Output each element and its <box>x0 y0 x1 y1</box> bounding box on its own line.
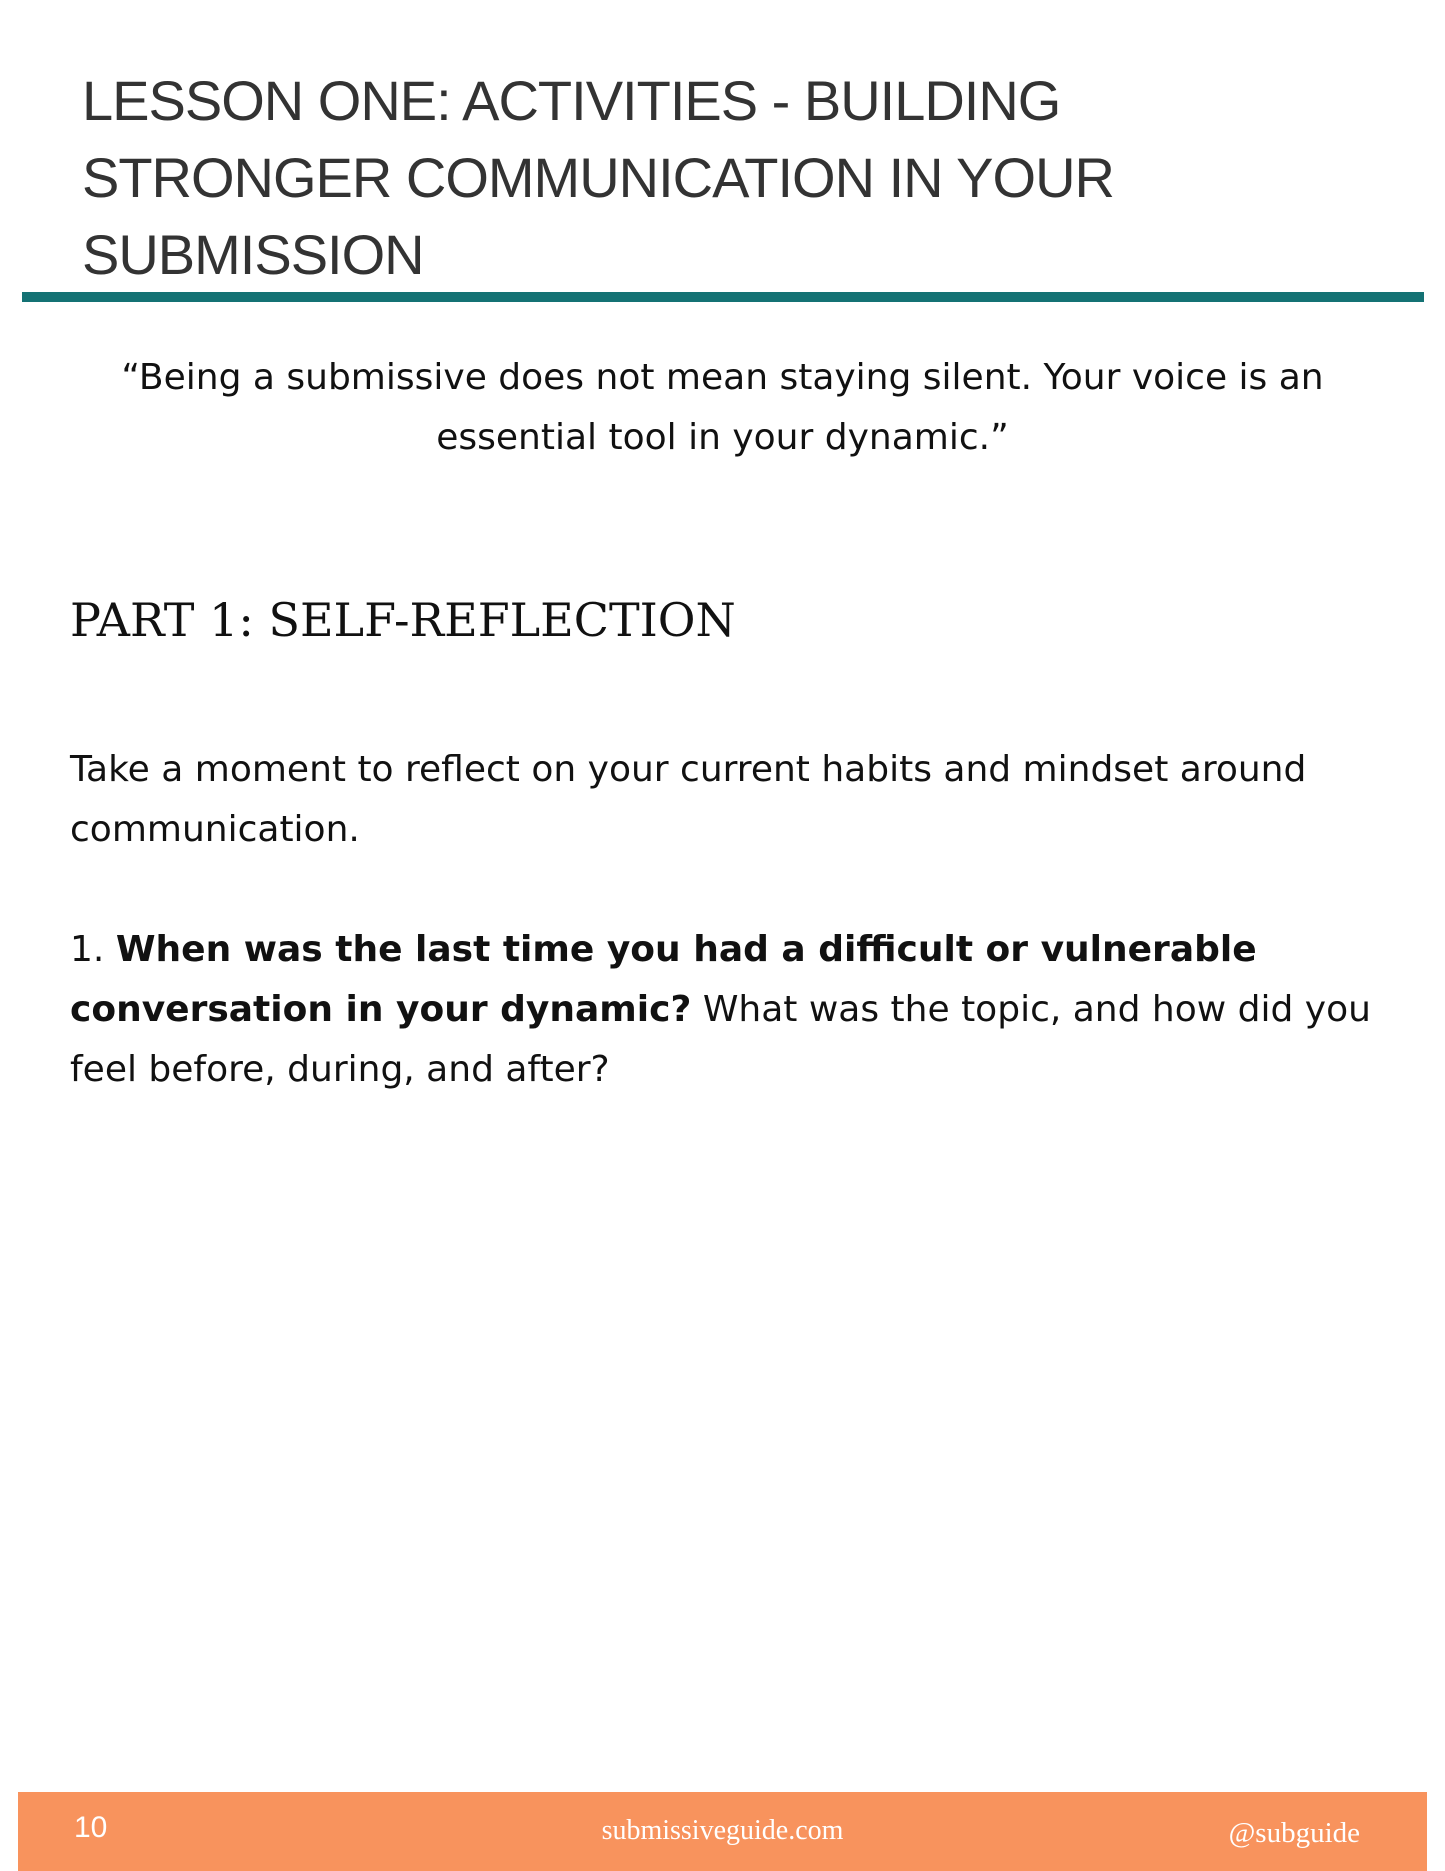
title-divider <box>22 292 1424 302</box>
section-intro: Take a moment to reflect on your current habits and mindset around communication. <box>70 749 1307 850</box>
footer-website: submissiveguide.com <box>601 1815 844 1846</box>
question-number: 1. <box>70 929 105 970</box>
page-footer <box>18 1792 1427 1871</box>
page-number: 10 <box>74 1811 108 1844</box>
pull-quote: “Being a submissive does not mean staying silent. Your voice is an essential tool in your dynamic.” <box>121 357 1324 458</box>
question-text: What was the topic, and how did you feel before, during, and after? <box>70 989 1371 1090</box>
footer-handle: @subguide <box>1228 1817 1360 1849</box>
question-bold-text: When was the last time you had a difficult or vulnerable conversation in your dynamic? <box>70 929 1257 1030</box>
page-title: LESSON ONE: ACTIVITIES - BUILDING STRONGER COMMUNICATION IN YOUR SUBMISSION <box>82 69 1114 286</box>
section-heading: PART 1: SELF-REFLECTION <box>70 593 736 647</box>
question-item <box>70 920 1390 1100</box>
